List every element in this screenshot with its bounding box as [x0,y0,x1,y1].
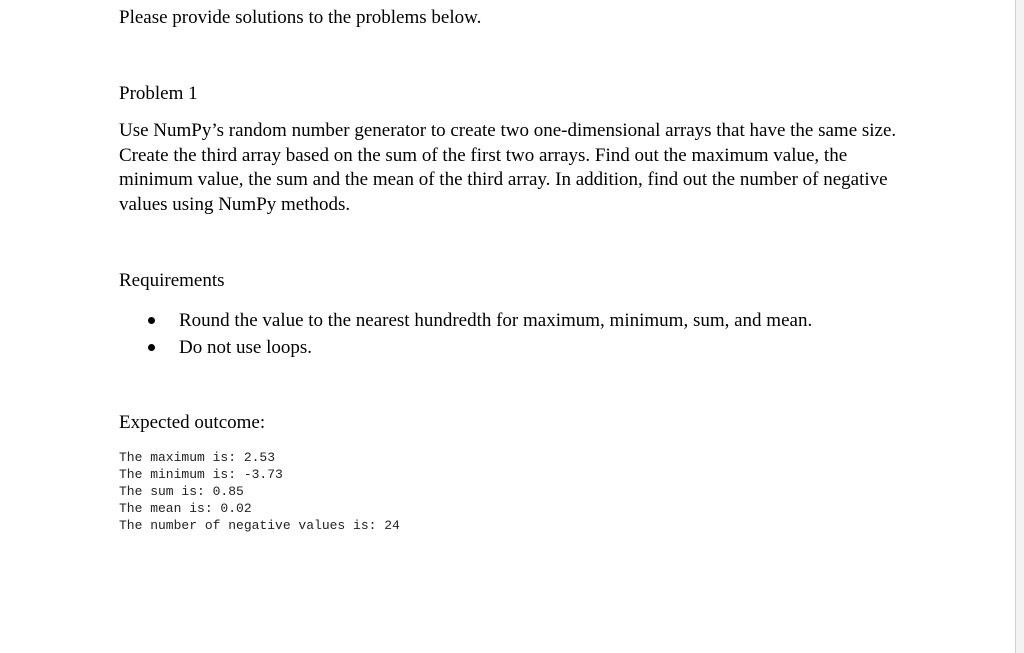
requirement-text: Round the value to the nearest hundredth for maximum, minimum, sum, and mean. [179,310,813,331]
bullet-icon [148,317,155,324]
output-line: The mean is: 0.02 [119,501,252,516]
problem-description: Use NumPy’s random number generator to create two one-dimensional arrays that have the same size. Create the third array based on the sum of the first two arrays. Find out the maximum value, the minimum value, the sum and the mean of the third array. In addition, find out the number of negative values using NumPy methods. [119,120,897,215]
requirements-heading: Requirements [119,270,225,291]
output-line: The maximum is: 2.53 [119,450,276,465]
bullet-icon [148,344,155,351]
output-line: The sum is: 0.85 [119,484,244,499]
intro-text: Please provide solutions to the problems below. [119,7,482,28]
expected-outcome-output [119,449,400,534]
expected-outcome-heading: Expected outcome: [119,412,266,433]
output-line: The minimum is: -3.73 [119,467,283,482]
requirement-item [119,336,812,363]
output-line: The number of negative values is: 24 [119,518,400,533]
problem-heading: Problem 1 [119,83,198,104]
requirement-item [119,309,812,336]
scrollbar[interactable] [1016,0,1024,653]
requirement-text: Do not use loops. [179,336,312,358]
requirements-list [119,309,812,362]
